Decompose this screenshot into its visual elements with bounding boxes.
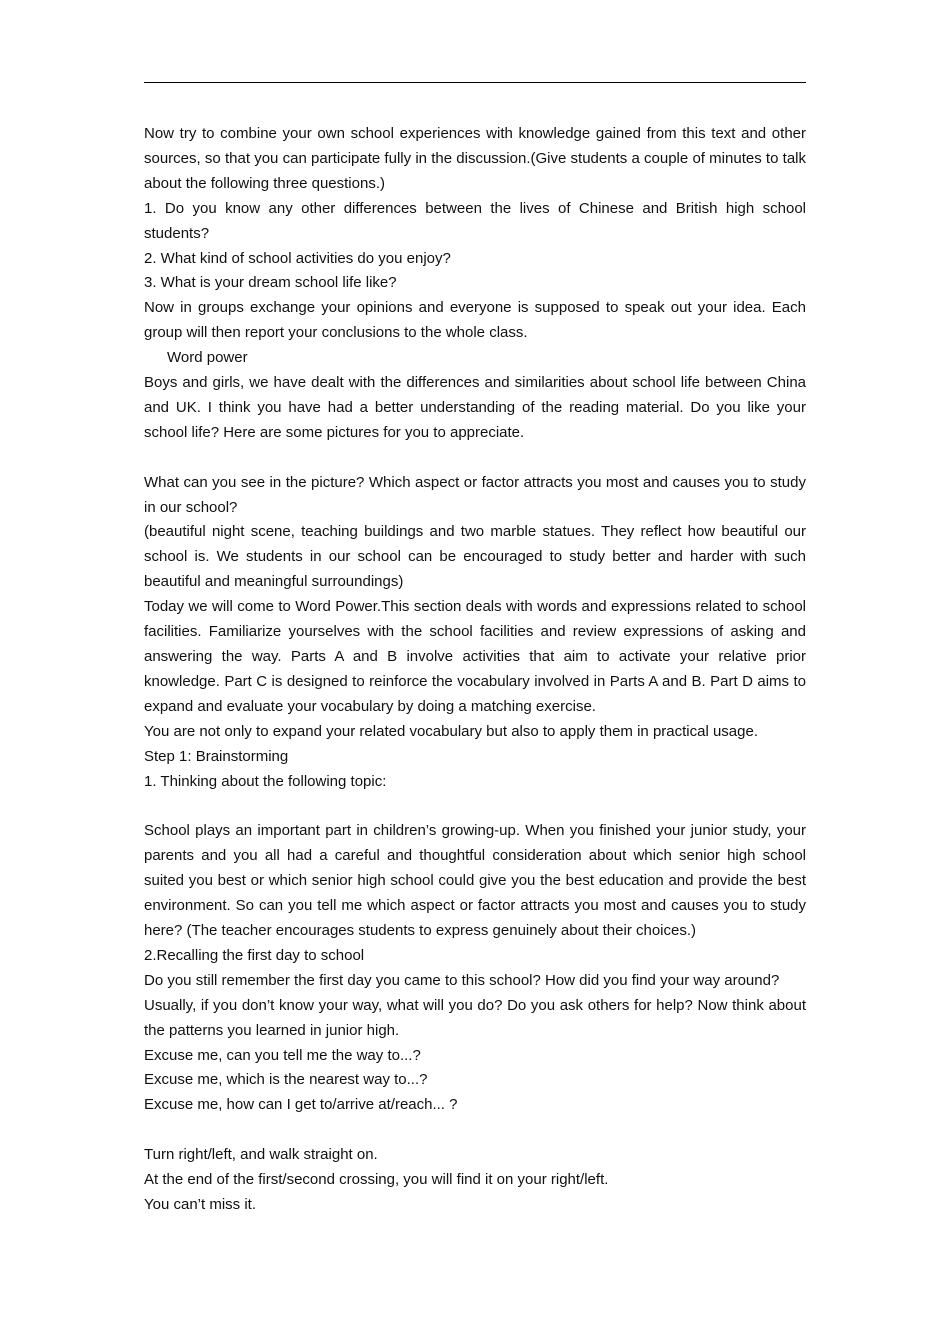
paragraph-picture-answer: (beautiful night scene, teaching buildings and two marble statues. They reflect how beautiful our school is. We students in our school can be encouraged to study better and harder with such beautiful and meaningful surroundings) (144, 523, 806, 591)
pattern-2: Excuse me, which is the nearest way to...? (144, 1071, 428, 1089)
step-1-item-1: 1. Thinking about the following topic: (144, 772, 387, 790)
step-1-heading: Step 1: Brainstorming (144, 747, 289, 765)
answer-3: You can’t miss it. (144, 1195, 256, 1213)
paragraph-groups: Now in groups exchange your opinions and everyone is supposed to speak out your idea. Each group will then report your conclusions to the whole class. (144, 299, 806, 342)
paragraph-picture-question: What can you see in the picture? Which aspect or factor attracts you most and causes you to study in our school? (144, 473, 806, 516)
pattern-3: Excuse me, how can I get to/arrive at/reach... ? (144, 1096, 458, 1114)
question-3: 3. What is your dream school life like? (144, 274, 397, 292)
question-2: 2. What kind of school activities do you enjoy? (144, 249, 451, 267)
step-1-item-2: 2.Recalling the first day to school (144, 946, 365, 964)
paragraph-pictures: Boys and girls, we have dealt with the differences and similarities about school life between China and UK. I think you have had a better understanding of the reading material. Do you like your school life? Here are some pictures for you to appreciate. (144, 374, 806, 441)
header-rule (144, 82, 806, 83)
document-body (144, 122, 806, 1218)
pattern-1: Excuse me, can you tell me the way to...? (144, 1046, 421, 1064)
paragraph-first-day: Do you still remember the first day you came to this school? How did you find your way around? (144, 971, 780, 989)
paragraph-goal: You are not only to expand your related vocabulary but also to apply them in practical usage. (144, 722, 758, 740)
section-heading-word-power: Word power (167, 349, 248, 367)
paragraph-intro: Now try to combine your own school experiences with knowledge gained from this text and other sources, so that you can participate fully in the discussion.(Give students a couple of minutes to talk about the following three questions.) (144, 125, 806, 192)
paragraph-topic: School plays an important part in children’s growing-up. When you finished your junior study, your parents and you all had a careful and thoughtful consideration about which senior high school suited you best or which senior high school could give you the best education and provide the best environment. So can you tell me which aspect or factor attracts you most and causes you to study here? (The teacher encourages students to express genuinely about their choices.) (144, 822, 806, 939)
paragraph-section-overview: Today we will come to Word Power.This section deals with words and expressions related to school facilities. Familiarize yourselves with the school facilities and review expressions of asking and answering the way. Parts A and B involve activities that aim to activate your relative prior knowledge. Part C is designed to reinforce the vocabulary involved in Parts A and B. Part D aims to expand and evaluate your vocabulary by doing a matching exercise. (144, 598, 806, 715)
blank-line (144, 1118, 806, 1143)
paragraph-ask-help: Usually, if you don’t know your way, what will you do? Do you ask others for help? Now think about the patterns you learned in junior high. (144, 996, 806, 1039)
answer-2: At the end of the first/second crossing, you will find it on your right/left. (144, 1171, 609, 1189)
blank-line (144, 794, 806, 819)
question-1: 1. Do you know any other differences between the lives of Chinese and British high school students? (144, 199, 806, 242)
answer-1: Turn right/left, and walk straight on. (144, 1146, 378, 1164)
blank-line (144, 446, 806, 471)
